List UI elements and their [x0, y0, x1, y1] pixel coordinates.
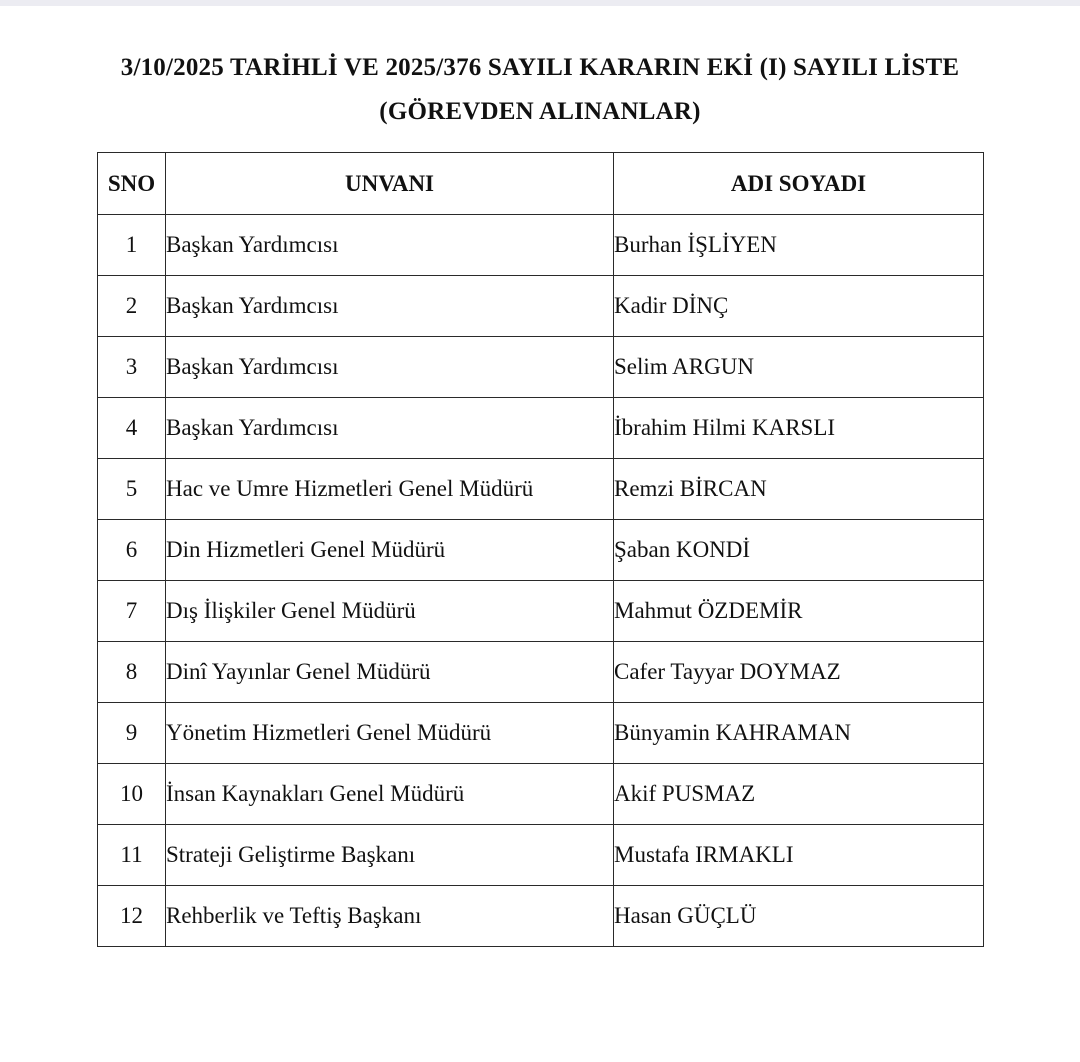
table-row [98, 703, 984, 764]
row-sno: 2 [98, 276, 166, 337]
table-row [98, 520, 984, 581]
row-sno: 9 [98, 703, 166, 764]
table-row [98, 886, 984, 947]
table-row [98, 337, 984, 398]
row-name: Kadir DİNÇ [614, 276, 984, 337]
table-row [98, 825, 984, 886]
row-sno: 5 [98, 459, 166, 520]
row-name: Akif PUSMAZ [614, 764, 984, 825]
header-name: ADI SOYADI [614, 153, 984, 215]
row-unvan: Dinî Yayınlar Genel Müdürü [166, 642, 614, 703]
header-sno: SNO [98, 153, 166, 215]
row-name: Mustafa IRMAKLI [614, 825, 984, 886]
table-row [98, 276, 984, 337]
row-unvan: Strateji Geliştirme Başkanı [166, 825, 614, 886]
row-name: Selim ARGUN [614, 337, 984, 398]
row-unvan: Başkan Yardımcısı [166, 215, 614, 276]
dismissal-list-table [97, 152, 984, 947]
row-unvan: Başkan Yardımcısı [166, 276, 614, 337]
row-sno: 6 [98, 520, 166, 581]
row-name: Bünyamin KAHRAMAN [614, 703, 984, 764]
row-unvan: Dış İlişkiler Genel Müdürü [166, 581, 614, 642]
row-unvan: İnsan Kaynakları Genel Müdürü [166, 764, 614, 825]
row-unvan: Hac ve Umre Hizmetleri Genel Müdürü [166, 459, 614, 520]
row-sno: 4 [98, 398, 166, 459]
table-row [98, 642, 984, 703]
table-header-row [98, 153, 984, 215]
row-unvan: Yönetim Hizmetleri Genel Müdürü [166, 703, 614, 764]
row-sno: 1 [98, 215, 166, 276]
row-sno: 10 [98, 764, 166, 825]
row-sno: 11 [98, 825, 166, 886]
row-name: Mahmut ÖZDEMİR [614, 581, 984, 642]
row-name: Hasan GÜÇLÜ [614, 886, 984, 947]
row-sno: 7 [98, 581, 166, 642]
row-name: Cafer Tayyar DOYMAZ [614, 642, 984, 703]
table-row [98, 215, 984, 276]
header-unvan: UNVANI [166, 153, 614, 215]
row-name: Burhan İŞLİYEN [614, 215, 984, 276]
row-name: Remzi BİRCAN [614, 459, 984, 520]
row-unvan: Başkan Yardımcısı [166, 337, 614, 398]
row-name: Şaban KONDİ [614, 520, 984, 581]
table-row [98, 581, 984, 642]
row-unvan: Din Hizmetleri Genel Müdürü [166, 520, 614, 581]
row-sno: 8 [98, 642, 166, 703]
table-row [98, 764, 984, 825]
document-subtitle: (GÖREVDEN ALINANLAR) [379, 98, 701, 125]
document-title: 3/10/2025 TARİHLİ VE 2025/376 SAYILI KARARIN EKİ (I) SAYILI LİSTE [120, 54, 960, 81]
row-unvan: Başkan Yardımcısı [166, 398, 614, 459]
row-sno: 12 [98, 886, 166, 947]
table-row [98, 459, 984, 520]
row-unvan: Rehberlik ve Teftiş Başkanı [166, 886, 614, 947]
table-row [98, 398, 984, 459]
row-name: İbrahim Hilmi KARSLI [614, 398, 984, 459]
row-sno: 3 [98, 337, 166, 398]
top-edge-strip [0, 0, 1080, 6]
